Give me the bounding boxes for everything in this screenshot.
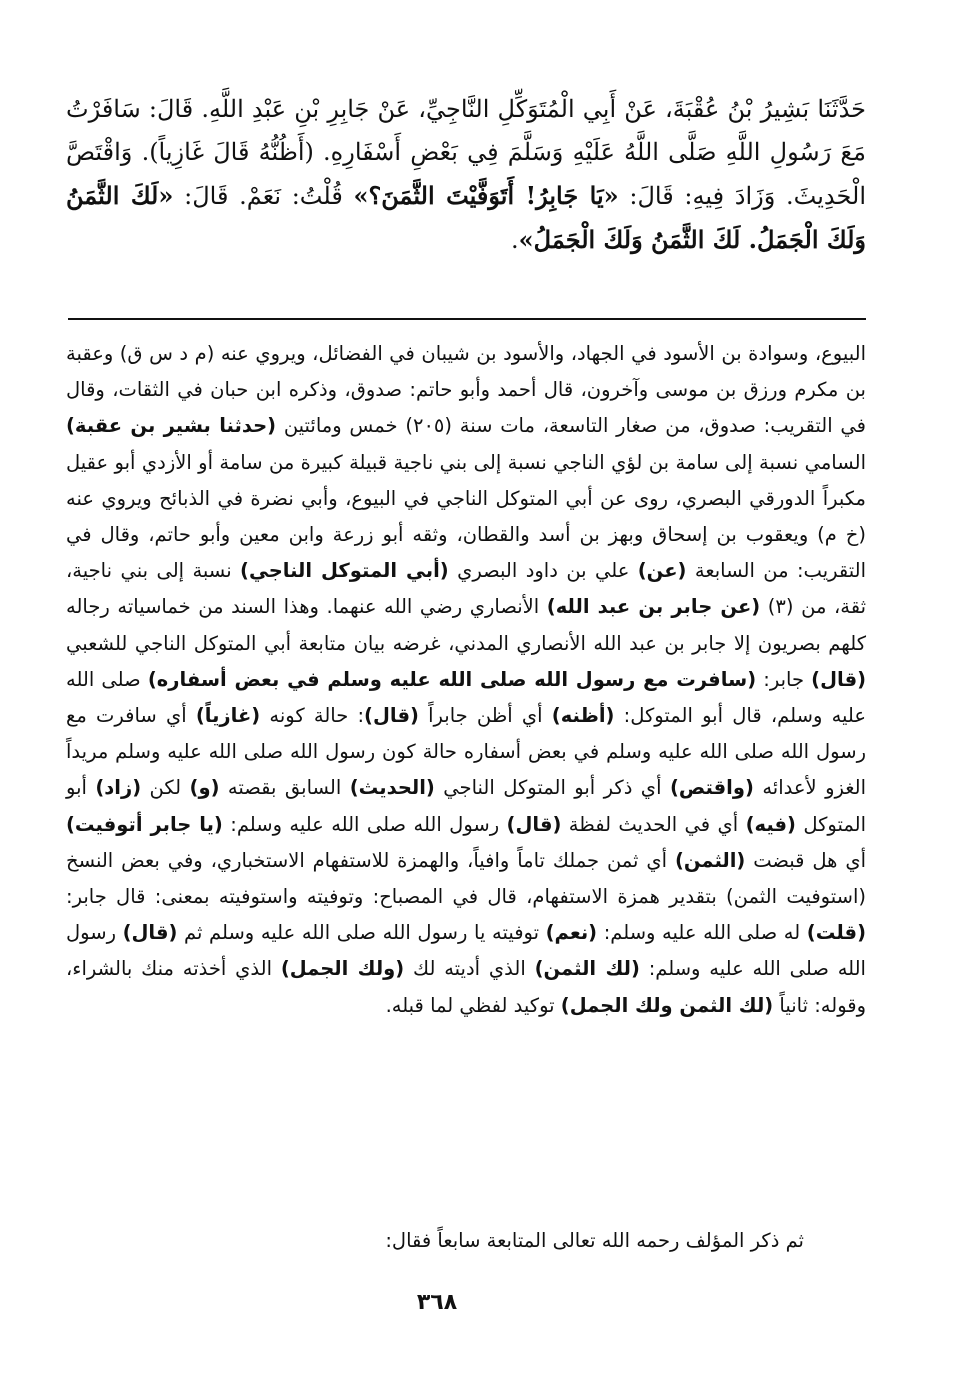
commentary-text-part: رسول الله صلى الله عليه وسلم: (66, 921, 866, 981)
commentary-text-part: له صلى الله عليه وسلم: (597, 921, 807, 945)
commentary-text (66, 336, 866, 1024)
commentary-bold-phrase: (غازياً) (195, 704, 261, 728)
commentary-text-part: الأنصاري رضي الله عنهما. وهذا السند من خماسياته رجاله كلهم بصريون إلا جابر بن عبد الله الأنصاري المدني، غرضه بيان متابعة أبي المتوكل الناجي للشعبي (66, 595, 866, 655)
commentary-text-part: صلى الله عليه وسلم، قال أبو المتوكل: (66, 667, 866, 728)
commentary-bold-phrase: (قال) (364, 704, 419, 728)
commentary-text-part: السابق بقصته (219, 776, 350, 800)
commentary-text-part: رسول الله صلى الله عليه وسلم: (222, 812, 507, 836)
commentary-text-part: توفيته يا رسول الله صلى الله عليه وسلم ثم (177, 921, 546, 945)
commentary-text-part: السامي نسبة إلى سامة بن لؤي الناجي نسبة إلى بني ناجية قبيلة كبيرة من سامة أو الأزدي أبو عقيل مكبراً الدورقي البصري، روى عن أبي المتوكل الناجي في البيوع، وأبي نضرة في الذبائح ويروي عنه (خ م) ويعقوب بن إسحاق وبهز بن أسد والقطان، وثقه أبو زرعة وابن معين وأبو حاتم، وقال في التقريب: من السابعة (66, 450, 866, 583)
commentary-text-part: توكيد لفظي لما قبله. (385, 993, 561, 1017)
commentary-bold-phrase: (قلت) (806, 921, 866, 945)
commentary-bold-phrase: (حدثنا بشير بن عقبة) (66, 414, 277, 438)
commentary-bold-phrase: (زاد) (95, 776, 142, 800)
commentary-text-part: أي في الحديث لفظة (561, 812, 746, 836)
commentary-text-part: لكن (141, 776, 190, 800)
commentary-bold-phrase: (قال) (811, 667, 867, 691)
commentary-bold-phrase: (عن) (637, 559, 687, 583)
commentary-bold-phrase: (نعم) (545, 921, 598, 945)
commentary-text-part: أي أظن جابراً (418, 704, 552, 728)
commentary-text-part: الذي أخذته منك بالشراء، وقوله: ثانياً (66, 957, 866, 1017)
commentary-text-part: أي سافرت مع رسول الله صلى الله عليه وسلم في بعض أسفاره حالة كون رسول الله صلى الله عليه وسلم مريداً الغزو لأعدائه (66, 704, 867, 800)
commentary-text-part: أبو المتوكل (66, 776, 867, 836)
commentary-bold-phrase: (واقتص) (669, 776, 754, 800)
commentary-text-part: نسبة إلى بني ناجية، ثقة، من (٣) (66, 559, 867, 619)
commentary-bold-phrase: (أظنه) (551, 704, 615, 728)
commentary-bold-phrase: (الحديث) (349, 776, 435, 800)
commentary-bold-phrase: (الثمن) (674, 848, 746, 872)
commentary-text-part: أي هل قبضت (745, 848, 866, 872)
commentary-bold-phrase: (قال) (122, 921, 178, 945)
hadith-bold-phrase: «يَا جَابِرُ! أَتَوَفَّيْتَ الثَّمَنَ؟» (353, 181, 619, 210)
commentary-text-part: البيوع، وسوادة بن الأسود في الجهاد، والأسود بن شيبان في الفضائل، ويروي عنه (م د س ق) وعقبة بن مكرم ورزق بن موسى وآخرون، قال أحمد وأبو حاتم: صدوق، وذكره ابن حبان في الثقات، وقال في التقريب: صدوق، من صغار التاسعة، مات سنة (٢٠٥) خمس ومائتين (66, 342, 866, 438)
commentary-bold-phrase: (قال) (506, 812, 562, 836)
commentary-bold-phrase: (يا جابر أتوفيت) (66, 812, 223, 836)
hadith-bold-phrase: «لَكَ الثَّمَنُ وَلَكَ الْجَمَلُ. لَكَ الثَّمَنُ وَلَكَ الْجَمَلُ» (66, 181, 866, 254)
commentary-bold-phrase: (لك الثمن) (534, 957, 640, 981)
footnote-divider (68, 318, 866, 320)
commentary-bold-phrase: (فيه) (745, 812, 796, 836)
commentary-text-part: أي ثمن جملك تاماً وافياً، والهمزة للاستفهام الاستخباري، وفي بعض النسخ (استوفيت الثمن) بتقدير همزة الاستفهام، قال في المصباح: وتوفيته واستوفيته بمعنى: قال جابر: (66, 848, 866, 909)
commentary-bold-phrase: (لك الثمن ولك الجمل) (560, 993, 774, 1017)
closing-line: ثم ذكر المؤلف رحمه الله تعالى المتابعة سابعاً فقال: (385, 1229, 804, 1252)
commentary-text-part: جابر: (756, 667, 812, 691)
commentary-bold-phrase: (عن جابر بن عبد الله) (546, 595, 761, 619)
hadith-text-part: . (511, 226, 519, 254)
commentary-bold-phrase: (ولك الجمل) (280, 957, 405, 981)
commentary-bold-phrase: (سافرت مع رسول الله صلى الله عليه وسلم في بعض أسفاره) (147, 667, 757, 691)
hadith-text-part: حَدَّثَنَا بَشِيرُ بْنُ عُقْبَةَ، عَنْ أَبِي الْمُتَوَكِّلِ النَّاجِيِّ، عَنْ جَابِرِ بْنِ عَبْدِ اللَّهِ. قَالَ: سَافَرْتُ مَعَ رَسُولِ اللَّهِ صَلَّى اللَّهُ عَلَيْهِ وَسَلَّمَ فِي بَعْضِ أَسْفَارِهِ. (أَظُنُّهُ قَالَ غَازِياً). وَاقْتَصَّ الْحَدِيثَ. وَزَادَ فِيهِ: قَالَ: (66, 95, 866, 210)
commentary-text-part: أي ذكر أبو المتوكل الناجي (434, 776, 670, 800)
commentary-bold-phrase: (و) (189, 776, 220, 800)
hadith-text-part: قُلْتُ: نَعَمْ. قَالَ: (173, 182, 354, 210)
hadith-text (66, 88, 866, 262)
commentary-text-part: : حالة كونه (260, 704, 365, 728)
commentary-text-part: الذي أديته لك (404, 957, 535, 981)
commentary-text-part: علي بن داود البصري (448, 559, 638, 583)
commentary-bold-phrase: (أبي المتوكل الناجي) (240, 559, 449, 583)
page-number: ٣٦٨ (416, 1290, 458, 1315)
